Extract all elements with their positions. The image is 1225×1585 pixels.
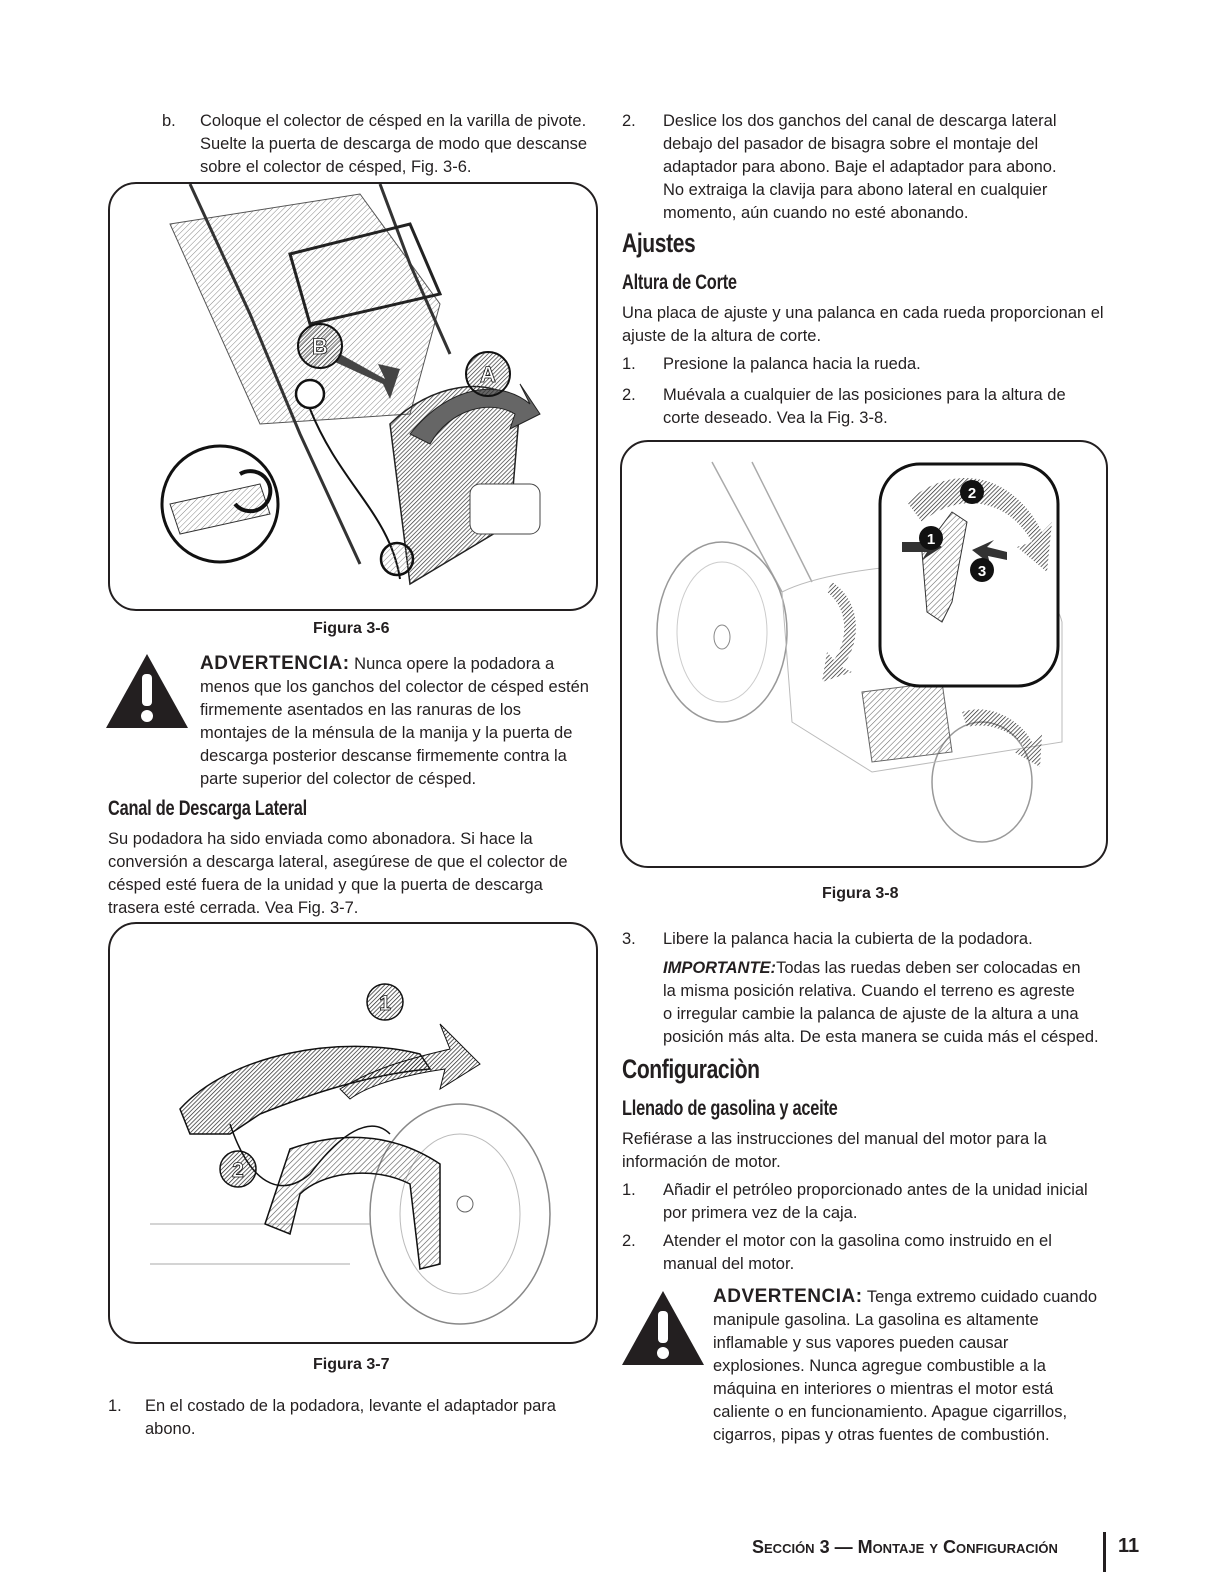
fig37-label-1: 1 [379,992,391,1015]
canal-line-4: trasera esté cerrada. Vea Fig. 3-7. [108,899,359,917]
step-1-line-2: abono. [145,1420,196,1438]
figure-3-8-caption: Figura 3-8 [822,885,899,902]
page-divider [1103,1532,1106,1572]
altura-step-1-marker: 1. [622,355,636,373]
fig37-label-2: 2 [232,1159,244,1182]
importante-label: IMPORTANTE: [663,959,777,977]
warning-1-title: ADVERTENCIA: [200,653,350,674]
step-2-line-5: momento, aún cuando no esté abonando. [663,204,969,222]
step-2-line-3: adaptador para abono. Baje el adaptador para abono. [663,158,1057,176]
altura-step-2-marker: 2. [622,386,636,404]
warning-1-text [200,652,589,791]
importante-first: Todas las ruedas deben ser colocadas en [776,959,1081,977]
step-b-line-1: Coloque el colector de césped en la varilla de pivote. [200,112,587,130]
llenado-step-1-line-1: Añadir el petróleo proporcionado antes de la unidad inicial [663,1181,1088,1199]
step-2-line-4: No extraiga la clavija para abono lateral en cualquier [663,181,1048,199]
llenado-step-1-line-2: por primera vez de la caja. [663,1204,858,1222]
warning-2-line-1: manipule gasolina. La gasolina es altamente [713,1311,1039,1329]
warning-2-first: Tenga extremo cuidado cuando [862,1288,1098,1306]
step-3-line-1: Libere la palanca hacia la cubierta de la podadora. [663,930,1033,948]
altura-step-2-line-1: Muévala a cualquier de las posiciones para la altura de [663,386,1066,404]
altura-step-2-line-2: corte deseado. Vea la Fig. 3-8. [663,409,888,427]
footer-section-title: Sección 3 — Montaje y Configuración [752,1537,1058,1557]
warning-2-title: ADVERTENCIA: [713,1286,863,1307]
step-2-line-2: debajo del pasador de bisagra sobre el montaje del [663,135,1039,153]
figure-3-7-illustration [110,924,596,1342]
altura-line-2: ajuste de la altura de corte. [622,327,822,345]
warning-triangle-icon [620,1289,706,1367]
step-2-line-1: Deslice los dos ganchos del canal de descarga lateral [663,112,1057,130]
fig38-label-1: 1 [926,531,936,548]
canal-line-3: césped esté fuera de la unidad y que la puerta de descarga [108,876,543,894]
figure-3-6 [108,182,598,611]
importante-first-line [663,957,1081,980]
step-2-marker: 2. [622,112,636,130]
warning-2-text [713,1285,1097,1447]
warning-1-line-2: firmemente asentados en las ranuras de los [200,701,522,719]
figure-3-6-illustration [110,184,596,609]
llenado-step-1-marker: 1. [622,1181,636,1199]
warning-1-line-5: parte superior del colector de césped. [200,770,477,788]
figure-3-8 [620,440,1108,868]
step-3-marker: 3. [622,930,636,948]
warning-1-line-1: menos que los ganchos del colector de césped estén [200,678,589,696]
altura-line-1: Una placa de ajuste y una palanca en cada rueda proporcionan el [622,304,1104,322]
heading-configuracion: Configuraciòn [622,1054,760,1084]
warning-1-first: Nunca opere la podadora a [349,655,555,673]
heading-llenado-gasolina-aceite: Llenado de gasolina y aceite [622,1097,838,1120]
importante-line-2: o irregular cambie la palanca de ajuste de la altura a una [663,1005,1079,1023]
fig36-label-b: B [312,334,328,359]
step-b-marker: b. [162,112,176,130]
warning-2-line-2: inflamable y sus vapores pueden causar [713,1334,1009,1352]
fig36-label-a: A [480,362,496,387]
heading-canal-descarga-lateral: Canal de Descarga Lateral [108,797,307,820]
altura-step-1-line-1: Presione la palanca hacia la rueda. [663,355,921,373]
heading-altura-de-corte: Altura de Corte [622,271,737,294]
step-b-line-2: Suelte la puerta de descarga de modo que descanse [200,135,588,153]
figure-3-7-caption: Figura 3-7 [313,1356,390,1373]
step-1-marker: 1. [108,1397,122,1415]
step-b-line-3: sobre el colector de césped, Fig. 3-6. [200,158,472,176]
page-number: 11 [1118,1535,1140,1557]
canal-line-2: conversión a descarga lateral, asegúrese de que el colector de [108,853,568,871]
llenado-step-2-line-1: Atender el motor con la gasolina como instruido en el [663,1232,1052,1250]
figure-3-6-caption: Figura 3-6 [313,620,390,637]
llenado-line-1: Refiérase a las instrucciones del manual del motor para la [622,1130,1047,1148]
warning-1-line-4: descarga posterior descanse firmemente contra la [200,747,567,765]
llenado-step-2-marker: 2. [622,1232,636,1250]
warning-2-line-4: máquina en interiores o mientras el motor está [713,1380,1054,1398]
figure-3-7 [108,922,598,1344]
warning-triangle-icon [104,652,190,730]
warning-block-2 [620,1285,1120,1445]
heading-ajustes: Ajustes [622,228,696,258]
canal-line-1: Su podadora ha sido enviada como abonadora. Si hace la [108,830,533,848]
warning-2-line-5: caliente o en funcionamiento. Apague cigarrillos, [713,1403,1068,1421]
warning-block-1 [104,652,604,797]
fig38-label-2: 2 [967,485,977,502]
step-1-line-1: En el costado de la podadora, levante el adaptador para [145,1397,556,1415]
importante-line-1: la misma posición relativa. Cuando el terreno es agreste [663,982,1075,1000]
figure-3-8-illustration [622,442,1106,866]
warning-2-line-3: explosiones. Nunca agregue combustible a la [713,1357,1046,1375]
warning-2-line-6: cigarros, pipas y otras fuentes de combustión. [713,1426,1050,1444]
fig38-label-3: 3 [977,563,987,580]
warning-1-line-3: montajes de la ménsula de la manija y la puerta de [200,724,573,742]
llenado-step-2-line-2: manual del motor. [663,1255,795,1273]
importante-line-3: posición más alta. De esta manera se cuida más el césped. [663,1028,1099,1046]
llenado-line-2: información de motor. [622,1153,781,1171]
